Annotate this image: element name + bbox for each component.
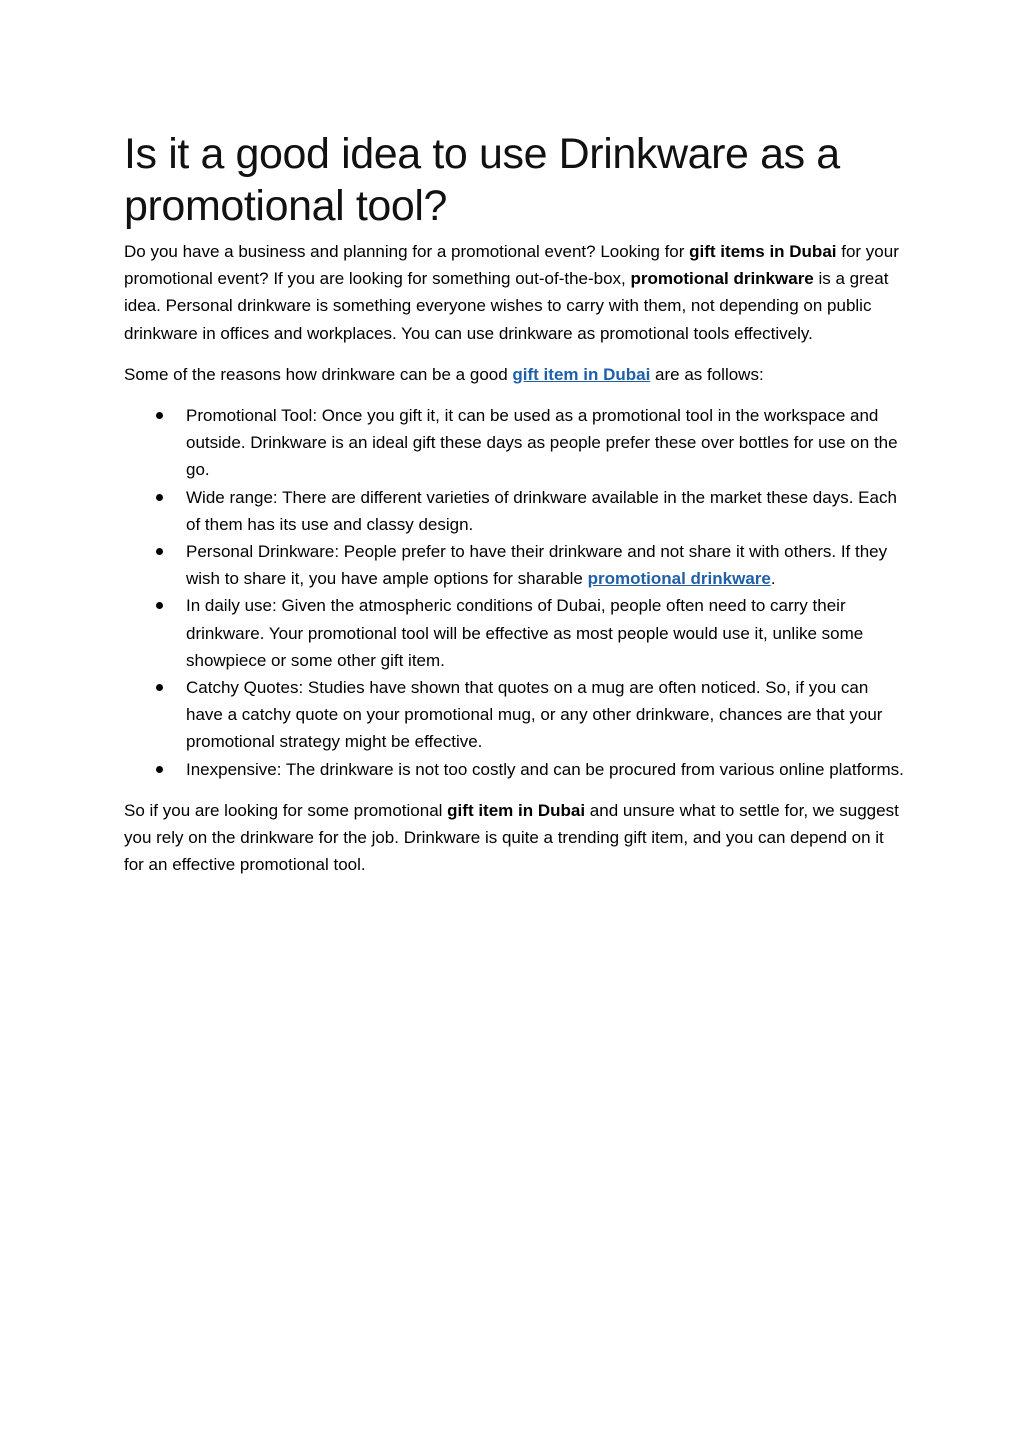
list-item-text: Promotional Tool: Once you gift it, it can be used as a promotional tool in the workspace and outside. Drinkware is an ideal gift these days as people prefer these over bottles for use on the go.: [186, 406, 898, 480]
bullet-icon: [156, 602, 163, 609]
list-item: [124, 484, 904, 538]
document-page: [124, 128, 904, 892]
list-item-text: Personal Drinkware: People prefer to have their drinkware and not share it with others. If they wish to share it, you have ample options for sharable: [186, 542, 888, 589]
conclusion-text-2: and unsure what to settle for, we suggest you rely on the drinkware for the job. Drinkware is quite a trending gift item, and you can depend on it for an effective promotional tool.: [124, 800, 899, 875]
list-item-text: In daily use: Given the atmospheric conditions of Dubai, people often need to carry their drinkware. Your promotional tool will be effective as most people would use it, unlike some showpiece or some other gift item.: [186, 596, 864, 670]
intro-text-3: is a great idea. Personal drinkware is something everyone wishes to carry with them, not depending on public drinkware in offices and workplaces. You can use drinkware as promotional tools effectively.: [124, 269, 889, 343]
gift-item-link[interactable]: gift item in Dubai: [512, 364, 651, 384]
intro-bold-promotional-drinkware: promotional drinkware: [630, 269, 814, 289]
list-item-text-after: .: [770, 569, 776, 589]
intro-bold-gift-items: gift items in Dubai: [689, 242, 837, 261]
list-item: [124, 674, 904, 756]
bullet-icon: [156, 684, 163, 691]
reasons-intro-paragraph: [124, 361, 904, 388]
list-item-text: Wide range: There are different varieties of drinkware available in the market these days. Each of them has its use and classy design.: [186, 487, 897, 534]
reasons-intro-text-1: Some of the reasons how drinkware can be a good: [124, 364, 513, 384]
intro-text-2: for your promotional event? If you are looking for something out-of-the-box,: [124, 242, 899, 289]
bullet-icon: [156, 548, 163, 555]
list-item-text: Inexpensive: The drinkware is not too costly and can be procured from various online platforms.: [186, 759, 904, 779]
list-item: [124, 402, 904, 484]
list-item: [124, 756, 904, 783]
conclusion-paragraph: [124, 797, 904, 879]
conclusion-bold-gift-item: gift item in Dubai: [447, 800, 586, 820]
bullet-icon: [156, 766, 163, 773]
page-title: Is it a good idea to use Drinkware as a promotional tool?: [124, 130, 840, 230]
promotional-drinkware-link[interactable]: promotional drinkware: [587, 569, 771, 589]
intro-paragraph: [124, 238, 904, 347]
list-item-text: Catchy Quotes: Studies have shown that quotes on a mug are often noticed. So, if you can have a catchy quote on your promotional mug, or any other drinkware, chances are that your promotional strategy might be effective.: [186, 678, 883, 752]
list-item: [124, 592, 904, 674]
intro-text-1: Do you have a business and planning for a promotional event? Looking for: [124, 242, 690, 261]
conclusion-text-1: So if you are looking for some promotional: [124, 800, 448, 820]
reasons-list: [124, 402, 904, 783]
list-item: [124, 538, 904, 592]
bullet-icon: [156, 412, 163, 419]
reasons-intro-text-2: are as follows:: [650, 364, 764, 384]
bullet-icon: [156, 494, 163, 501]
